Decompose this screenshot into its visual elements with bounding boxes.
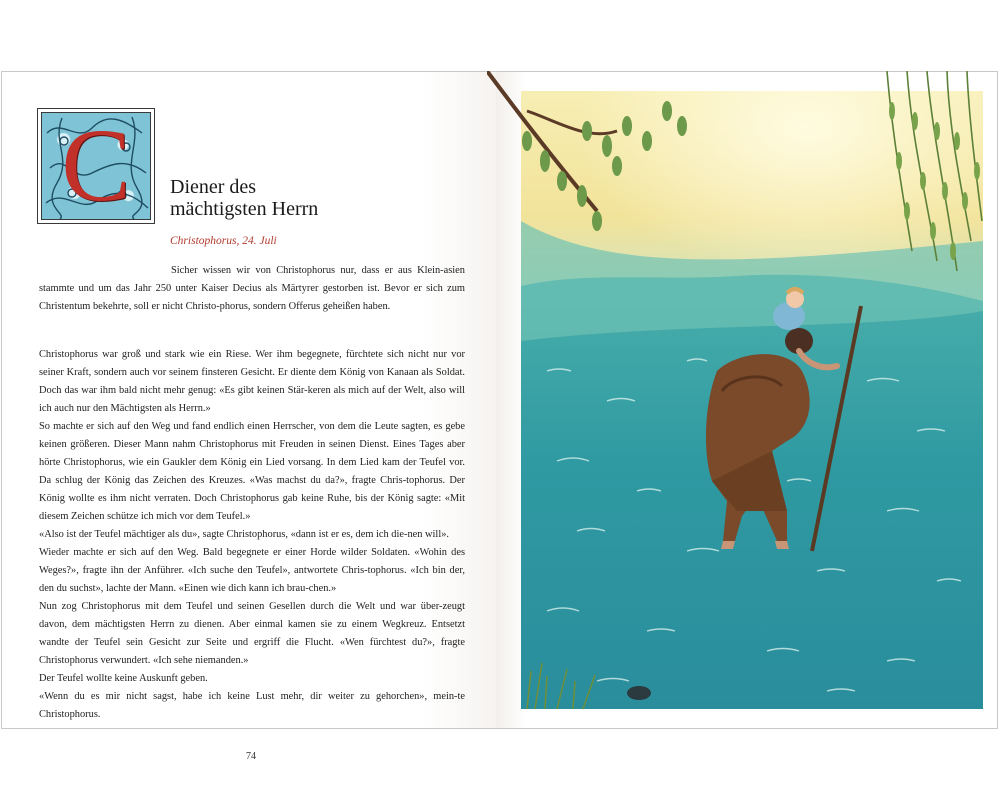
- paragraph: Nun zog Christophorus mit dem Teufel und seinen Gesellen durch die Welt und war über-zeugt davon, dem mächtigsten Herrn zu dienen. Aber einmal kamen sie zu einem Wegkreuz. Entsetzt wandte der Teufel sein Gesicht zur Seite und ergriff die Flucht. «Wen fürchtest du?», fragte Christophorus verwundert. «Ich sehe niemanden.»: [39, 601, 465, 666]
- title-line-2: mächtigsten Herrn: [170, 198, 319, 220]
- paragraph: «Wenn du es mir nicht sagst, habe ich keine Lust mehr, dir weiter zu gehorchen», mein-te Christophorus.: [39, 691, 465, 720]
- paragraph: Christophorus war groß und stark wie ein Riese. Wer ihm begegnete, fürchtete sich nicht nur vor seiner Kraft, sondern auch vor seinem finsteren Gesicht. Er diente dem König von Kanaan als Soldat. Doch das war ihm bald nicht mehr genug: «Es gibt keinen Stär-keren als mich auf der Welt, also will ich auch nur den Mächtigsten als Herrn.»: [39, 349, 465, 414]
- dropcap-frame: [37, 108, 155, 224]
- christophorus-illustration: [487, 71, 984, 711]
- dropcap-letter: C: [61, 112, 131, 220]
- chapter-title: [170, 176, 318, 220]
- intro-text: Sicher wissen wir von Christophorus nur, dass er aus Klein-asien stammte und um das Jahr 250 unter Kaiser Decius als Märtyrer gestorben ist. Bevor er sich zum Christentum bekehrte, soll er nicht Christo-phorus, sondern Offerus geheißen haben.: [39, 265, 465, 312]
- body-text: [39, 346, 465, 724]
- paragraph: Wieder machte er sich auf den Weg. Bald begegnete er einer Horde wilder Soldaten. «Wohin des Weges?», fragte ihn der Anführer. «Ich suche den Teufel», antwortete Chris-tophorus. «Ich bin der, den du suchst», lachte der Mann. «Einen wie dich kann ich brau-chen.»: [39, 547, 465, 594]
- dropcap-ornament: [41, 112, 151, 220]
- paragraph: Der Teufel wollte keine Auskunft geben.: [39, 673, 208, 684]
- paragraph: So machte er sich auf den Weg und fand endlich einen Herrscher, von dem die Leute sagten, es gebe keinen größeren. Dieser Mann nahm Christophorus mit Freuden in seinen Dienst. Eines Tages aber hörte Christophorus, wie ein Gaukler dem König ein Lied vorsang. In dem Lied kam der Teufel vor. Da schlug der König das Zeichen des Kreuzes. «Was machst du da?», fragte Chris-tophorus. Der König wollte es ihm nicht verraten. Doch Christophorus gab keine Ruhe, bis der König sagte: «Mit diesem Zeichen schütze ich mich vor dem Teufel.»: [39, 421, 465, 522]
- paragraph: «Also ist der Teufel mächtiger als du», sagte Christophorus, «dann ist er es, dem ich die-nen will».: [39, 529, 450, 540]
- page-number: 74: [246, 751, 256, 762]
- title-line-1: Diener des: [170, 176, 257, 198]
- intro-paragraph: [39, 262, 465, 316]
- left-page: [2, 72, 496, 762]
- stone: [627, 686, 651, 700]
- feast-day-subtitle: Christophorus, 24. Juli: [170, 235, 277, 247]
